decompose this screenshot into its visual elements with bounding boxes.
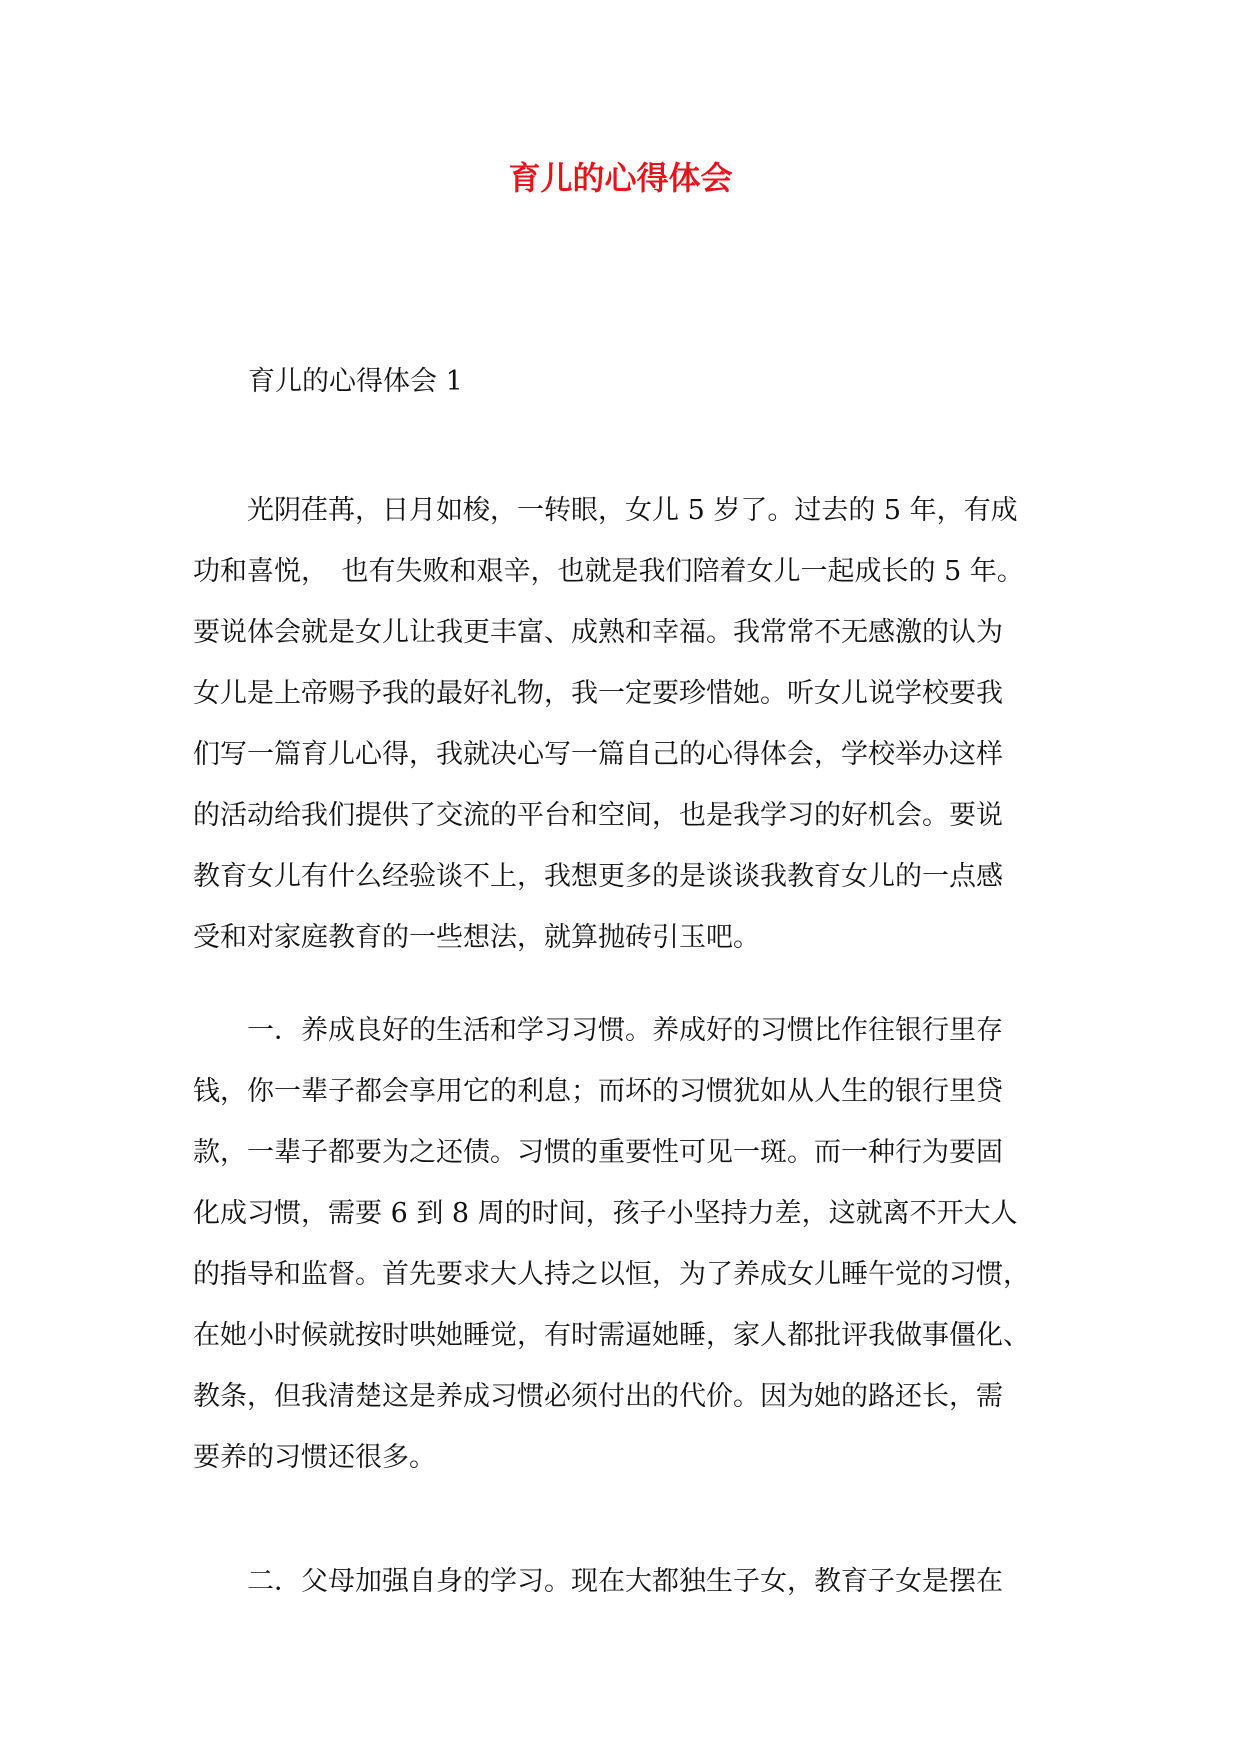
paragraph-line: 要养的习惯还很多。: [193, 1442, 436, 1473]
paragraph-line: 教条，但我清楚这是养成习惯必须付出的代价。因为她的路还长，需: [193, 1381, 1003, 1412]
paragraph-line: 们写一篇育儿心得，我就决心写一篇自己的心得体会，学校举办这样: [193, 739, 1003, 770]
paragraph-line: 二．父母加强自身的学习。现在大都独生子女，教育子女是摆在: [193, 1566, 1003, 1597]
paragraph-line: 要说体会就是女儿让我更丰富、成熟和幸福。我常常不无感激的认为: [193, 617, 1003, 648]
paragraph-1: [193, 480, 1065, 968]
paragraph-line: 一．养成良好的生活和学习习惯。养成好的习惯比作往银行里存: [193, 1015, 1003, 1046]
paragraph-line: 受和对家庭教育的一些想法，就算抛砖引玉吧。: [193, 922, 760, 953]
paragraph-line: 女儿是上帝赐予我的最好礼物，我一定要珍惜她。听女儿说学校要我: [193, 678, 1003, 709]
paragraph-line: 化成习惯，需要 6 到 8 周的时间，孩子小坚持力差，这就离不开大人: [193, 1198, 1018, 1229]
paragraph-3: [193, 1551, 1065, 1612]
section-heading: 育儿的心得体会 1: [248, 366, 463, 397]
paragraph-line: 教育女儿有什么经验谈不上，我想更多的是谈谈我教育女儿的一点感: [193, 861, 1003, 892]
paragraph-line: 钱，你一辈子都会享用它的利息；而坏的习惯犹如从人生的银行里贷: [193, 1076, 1003, 1107]
paragraph-2: [193, 1000, 1065, 1488]
document-title: 育儿的心得体会: [508, 159, 733, 197]
paragraph-line: 光阴荏苒，日月如梭，一转眼，女儿 5 岁了。过去的 5 年，有成: [193, 495, 1018, 526]
paragraph-line: 的活动给我们提供了交流的平台和空间，也是我学习的好机会。要说: [193, 800, 1003, 831]
paragraph-line: 的指导和监督。首先要求大人持之以恒，为了养成女儿睡午觉的习惯，: [193, 1259, 1030, 1290]
paragraph-line: 款，一辈子都要为之还债。习惯的重要性可见一斑。而一种行为要固: [193, 1137, 1003, 1168]
paragraph-line: 功和喜悦， 也有失败和艰辛，也就是我们陪着女儿一起成长的 5 年。: [193, 556, 1024, 587]
paragraph-line: 在她小时候就按时哄她睡觉，有时需逼她睡，家人都批评我做事僵化、: [193, 1320, 1030, 1351]
